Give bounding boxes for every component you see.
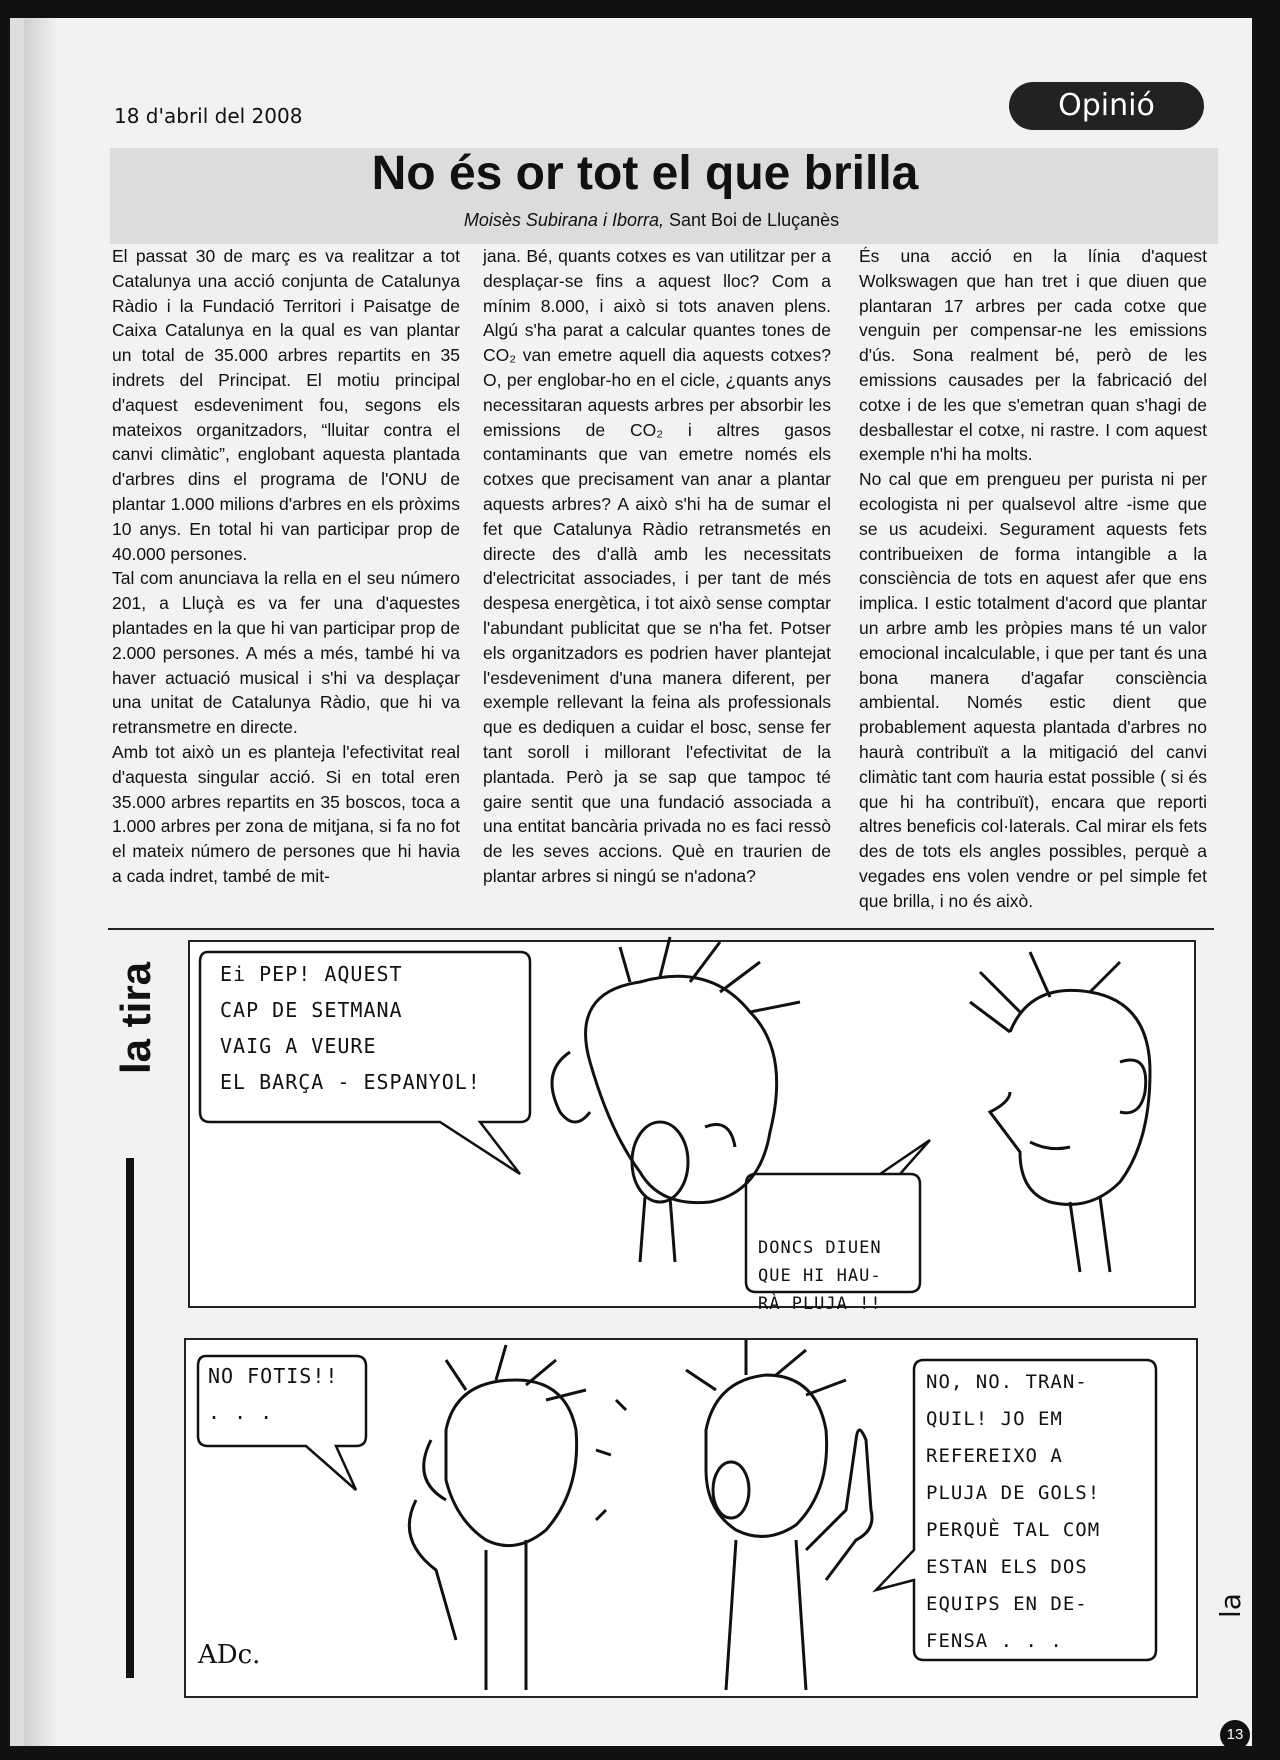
speech-line: . . . xyxy=(208,1400,274,1424)
worried-character xyxy=(409,1345,626,1690)
comic-section-label: la tira xyxy=(112,961,159,1075)
page-number: 13 xyxy=(1220,1720,1250,1750)
paragraph: El passat 30 de març es va realitzar a tot Catalunya una acció conjunta de Catalunya Ràdio i la Fundació Territori i Paisatge de Caixa Catalunya en la qual es van plantar un total de 35.000 arbres repartits en 35 indrets del Principat. El motiu principal d'aquest esdeveniment fou, segons els mateixos organitzadors, “lluitar contra el canvi climàtic”, englobant aquesta plantada d'arbres dins el programa de l'ONU de plantar 1.000 milions d'arbres en els pròxims 10 anys. En total hi van participar prop de 40.000 persones. xyxy=(112,246,460,564)
speech-line: NO, NO. TRAN- xyxy=(926,1371,1088,1393)
speech-line: DONCS DIUEN xyxy=(758,1238,882,1258)
paragraph: Tal com anunciava la rella en el seu número 201, a Lluçà es va fer una d'aquestes plantades en la que hi van participar prop de 2.000 persones. A més a més, també hi va haver actuació musical i s'hi va desplaçar una unitat de Catalunya Ràdio, que hi va retransmetre en directe. xyxy=(112,568,460,738)
artist-signature: ADc. xyxy=(198,1640,261,1670)
speech-line: RÀ PLUJA !! xyxy=(758,1294,882,1314)
speech-line: NO FOTIS!! xyxy=(208,1364,339,1388)
comic-panel-1 xyxy=(188,940,1196,1314)
speech-line: Ei PEP! AQUEST xyxy=(220,962,403,986)
speech-line: VAIG A VEURE xyxy=(220,1034,377,1058)
speech-bubble-right xyxy=(926,1364,1136,1660)
paragraph: No cal que em prengueu per purista ni per ecologista ni per qualsevol altre -isme que se us acudeixi. Segurament aquests fets contribueixen de forma intangible a la consciència de tots en aquest afer que ens implica. I estic totalment d'acord que plantar un arbre amb les pròpies mans té un valor emocional incalculable, i que per tant és una bona manera d'agafar consciència ambiental. Només estic dient que probablement aquesta plantada d'arbres no haurà contribuït a la mitigació del canvi climàtic tant com hauria estat possible ( si és que hi ha contribuït), encara que reporti altres beneficis col·laterals. Cal mirar els fets des de tots els angles possibles, perquè a vegades ens volen vendre or pel simple fet que brilla, i no és això. xyxy=(859,469,1207,911)
speech-line: PLUJA DE GOLS! xyxy=(926,1482,1101,1504)
speech-line: QUIL! JO EM xyxy=(926,1408,1063,1430)
article-title: No és or tot el que brilla xyxy=(371,147,919,200)
byline xyxy=(24,210,1279,231)
author-location: Sant Boi de Lluçanès xyxy=(668,210,840,230)
author-name: Moisès Subirana i Iborra, xyxy=(463,210,664,230)
pointing-character xyxy=(686,1340,872,1690)
article-column-1 xyxy=(112,244,460,889)
section-divider xyxy=(108,928,1214,930)
page-fold-shadow xyxy=(24,18,58,1746)
issue-date: 18 d'abril del 2008 xyxy=(114,104,303,128)
paragraph: És una acció en la línia d'aquest Wolkswagen que han tret i que diuen que plantaran 17 arbres per cada cotxe que venguin per compensar-ne les emissions d'ús. Sona realment bé, però de les emissions causades per la fabricació del cotxe i de les que s'emetran quan s'hagi de desballestar el cotxe, ni rastre. I com aquest exemple n'hi ha molts. xyxy=(859,246,1207,465)
paragraph: jana. Bé, quants cotxes es van utilitzar per a desplaçar-se fins a aquest lloc? Com a mínim 8.000, i això si tots anaven plens. Algú s'ha parat a calcular quantes tones de CO₂ van emetre aquell dia aquests cotxes? O, per englobar-ho en el cicle, ¿quants anys necessitaran aquests arbres per absorbir les emissions de CO₂ i altres gasos contaminants que van emetre només els cotxes que precisament van anar a plantar aquests arbres? A això s'hi ha de sumar el fet que Catalunya Ràdio retransmetés en directe des d'allà amb les necessitats d'electricitat associades, i per tant de més despesa energètica, i tot això sense comptar l'abundant publicitat que se n'ha fet. Potser els organitzadors es podrien haver plantejat l'esdeveniment d'una manera diferent, per exemple rellevant la feina als professionals que es dediquen a cuidar el bosc, sense fer tant soroll i millorant l'efectivitat de la plantada. Però ja se sap que tampoc té gaire sentit que una fundació associada a una entitat bancària privada no es faci ressò de les seves accions. Què en traurien de plantar arbres si ningú se n'adona? xyxy=(483,246,831,886)
article-column-3 xyxy=(859,244,1207,914)
speech-bubble-left xyxy=(220,956,500,1100)
section-label: Opinió xyxy=(1009,82,1204,130)
comic-panel-2 xyxy=(184,1338,1198,1698)
calm-character xyxy=(970,952,1150,1272)
speech-bubble-left xyxy=(208,1358,368,1430)
comic-label-bar xyxy=(126,1158,134,1678)
paragraph: Amb tot això un es planteja l'efectivitat real d'aquesta singular acció. Si en total eren 35.000 arbres repartits en 35 boscos, toca a 1.000 arbres per zona de mitjana, si fa no fot el mateix número de persones que hi havia a cada indret, també de mit- xyxy=(112,741,460,886)
speech-line: REFEREIXO A xyxy=(926,1445,1063,1467)
speech-line: FENSA . . . xyxy=(926,1630,1063,1652)
speech-line: CAP DE SETMANA xyxy=(220,998,403,1022)
speech-line: PERQUÈ TAL COM xyxy=(926,1519,1101,1541)
speech-line: ESTAN ELS DOS xyxy=(926,1556,1088,1578)
speech-bubble-right xyxy=(758,1234,918,1318)
speech-line: EQUIPS EN DE- xyxy=(926,1593,1088,1615)
article-column-2 xyxy=(483,244,831,889)
shouting-character xyxy=(552,937,800,1262)
speech-line: EL BARÇA - ESPANYOL! xyxy=(220,1070,481,1094)
magazine-page xyxy=(10,18,1280,1746)
speech-line: QUE HI HAU- xyxy=(758,1266,882,1286)
magazine-brand: la rella xyxy=(1214,1557,1280,1618)
